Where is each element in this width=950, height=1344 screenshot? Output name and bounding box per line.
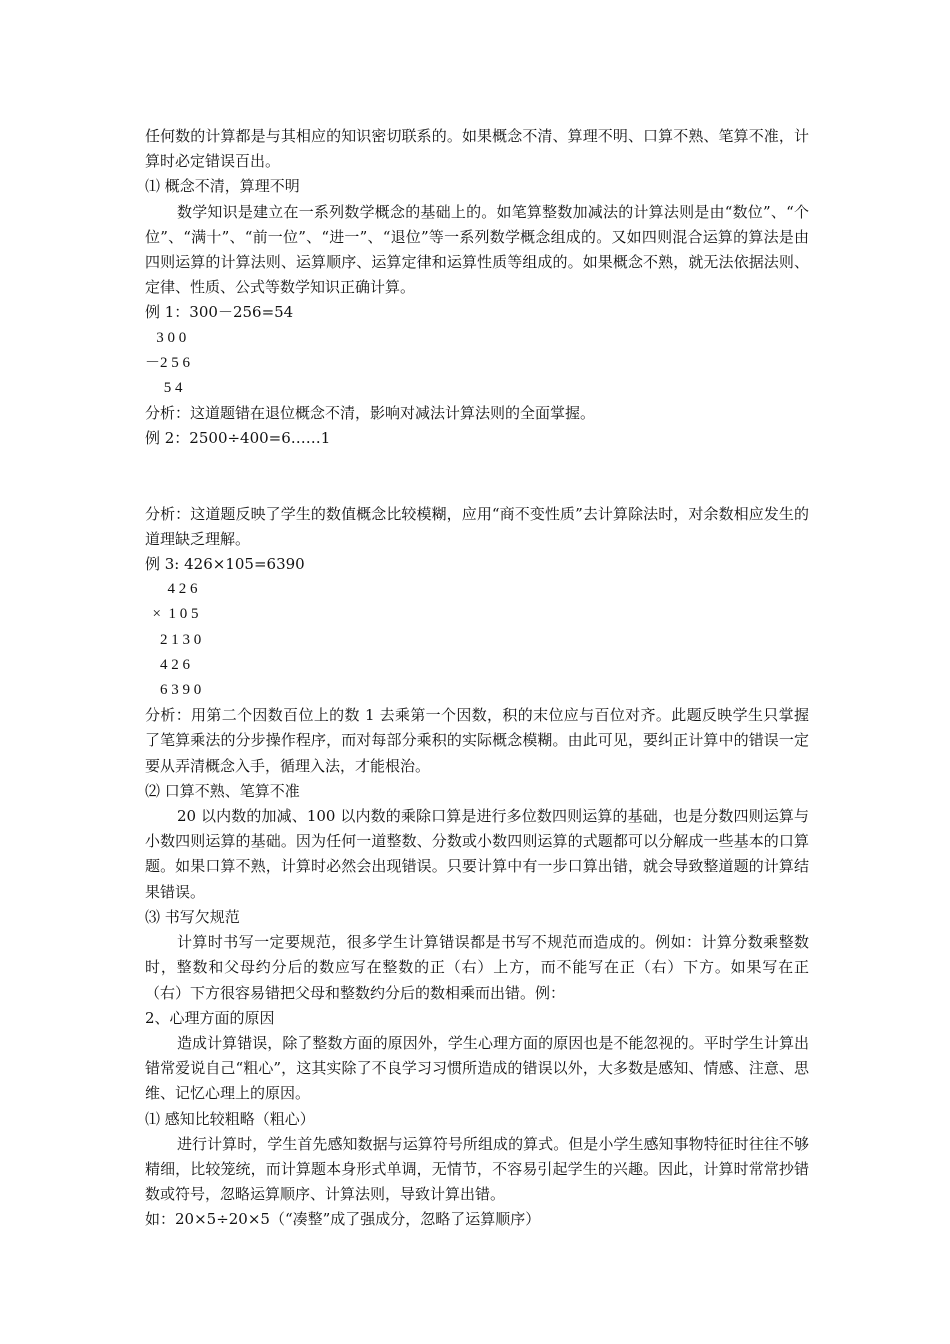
- section-2-heading: 2、心理方面的原因: [145, 1008, 275, 1027]
- example-1-line-3: 5 4: [145, 380, 183, 397]
- example-3-line-4: 4 2 6: [145, 656, 190, 673]
- oral-calc-paragraph: 20 以内数的加减、100 以内数的乘除口算是进行多位数四则运算的基础，也是分数四则运算与小数四则运算的基础。因为任何一道整数、分数或小数四则运算的式题都可以分解成一些基本的口算题。如果口算不熟，计算时必然会出现错误。只要计算中有一步口算出错，就会导致整道题的计算结果错误。: [145, 807, 809, 901]
- example-2-title: 例 2：2500÷400=6……1: [145, 429, 331, 448]
- heading-oral-calc: ⑵ 口算不熟、笔算不准: [145, 781, 300, 800]
- example-1-title: 例 1：300－256=54: [145, 303, 294, 322]
- example-1-line-2: －2 5 6: [145, 354, 191, 371]
- example-3-line-5: 6 3 9 0: [145, 682, 202, 699]
- analysis-1: 分析：这道题错在退位概念不清，影响对减法计算法则的全面掌握。: [145, 404, 596, 423]
- example-3-title: 例 3: 426×105=6390: [145, 555, 305, 574]
- example-3-line-3: 2 1 3 0: [145, 631, 202, 648]
- psychology-paragraph: 造成计算错误，除了整数方面的原因外，学生心理方面的原因也是不能忽视的。平时学生计算出错常爱说自己“粗心”，这其实除了不良学习习惯所造成的错误以外，大多数是感知、情感、注意、思维、记忆心理上的原因。: [145, 1033, 809, 1103]
- example-1-line-1: 3 0 0: [145, 329, 187, 346]
- analysis-2: 分析：这道题反映了学生的数值概念比较模糊，应用“商不变性质”去计算除法时，对余数相应发生的道理缺乏理解。: [145, 504, 809, 548]
- example-4: 如：20×5÷20×5（“凑整”成了强成分，忽略了运算顺序）: [145, 1210, 541, 1229]
- analysis-3: 分析：用第二个因数百位上的数 1 去乘第一个因数，积的末位应与百位对齐。此题反映学生只掌握了笔算乘法的分步操作程序，而对每部分乘积的实际概念模糊。由此可见，要纠正计算中的错误一定要从弄清概念入手，循理入法，才能根治。: [145, 706, 809, 775]
- intro-paragraph: 任何数的计算都是与其相应的知识密切联系的。如果概念不清、算理不明、口算不熟、笔算不准，计算时必定错误百出。: [145, 127, 809, 171]
- document-page: [145, 124, 809, 1233]
- example-3-line-1: 4 2 6: [145, 581, 198, 598]
- heading-concept-unclear: ⑴ 概念不清，算理不明: [145, 177, 300, 196]
- example-3-line-2: × 1 0 5: [145, 606, 199, 623]
- concept-paragraph: 数学知识是建立在一系列数学概念的基础上的。如笔算整数加减法的计算法则是由“数位”、“个位”、“满十”、“前一位”、“进一”、“退位”等一系列数学概念组成的。又如四则混合运算的算法是由四则运算的计算法则、运算顺序、运算定律和运算性质等组成的。如果概念不熟，就无法依据法则、定律、性质、公式等数学知识正确计算。: [145, 202, 809, 297]
- blank-space: [145, 452, 809, 502]
- heading-writing: ⑶ 书写欠规范: [145, 907, 240, 926]
- perception-paragraph: 进行计算时，学生首先感知数据与运算符号所组成的算式。但是小学生感知事物特征时往往不够精细，比较笼统，而计算题本身形式单调，无情节，不容易引起学生的兴趣。因此，计算时常常抄错数或符号，忽略运算顺序、计算法则，导致计算出错。: [145, 1134, 809, 1204]
- heading-perception: ⑴ 感知比较粗略（粗心）: [145, 1109, 315, 1128]
- writing-paragraph: 计算时书写一定要规范，很多学生计算错误都是书写不规范而造成的。例如：计算分数乘整数时，整数和父母约分后的数应写在整数的正（右）上方，而不能写在正（右）下方。如果写在正（右）下方很容易错把父母和整数约分后的数相乘而出错。例：: [145, 933, 809, 1002]
